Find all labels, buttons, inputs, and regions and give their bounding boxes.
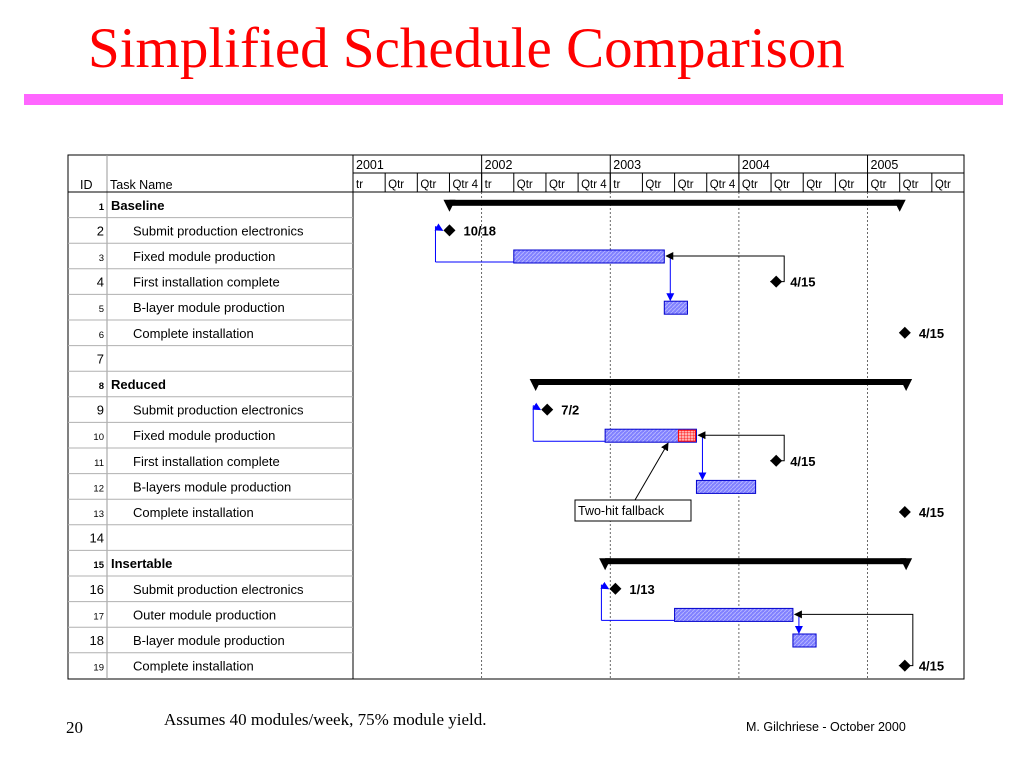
summary-task-name: Insertable [111, 556, 173, 572]
task-id: 16 [89, 581, 104, 597]
quarter-label: Qtr [902, 179, 919, 191]
task-name: Submit production electronics [133, 581, 304, 597]
task-id: 14 [89, 530, 104, 546]
quarter-label: Qtr 4 [452, 179, 479, 191]
fallback-segment [678, 430, 695, 441]
milestone-label: 7/2 [561, 402, 580, 418]
quarter-label: tr [484, 179, 492, 191]
quarter-label: Qtr [645, 179, 662, 191]
task-id: 3 [98, 253, 104, 264]
task-id: 17 [93, 611, 104, 623]
task-bar [514, 250, 664, 263]
quarter-label: Qtr 4 [709, 179, 736, 191]
footnote: Assumes 40 modules/week, 75% module yield. [164, 710, 487, 729]
slide-title: Simplified Schedule Comparison [88, 17, 845, 80]
year-label: 2001 [356, 158, 384, 172]
milestone-label: 4/15 [918, 658, 945, 674]
task-name: Fixed module production [133, 249, 276, 264]
task-id: 19 [93, 662, 104, 674]
task-id: 7 [96, 351, 104, 367]
callout-text: Two-hit fallback [578, 504, 665, 518]
task-id: 15 [93, 560, 104, 572]
task-bar [696, 480, 755, 493]
task-id: 13 [93, 509, 104, 520]
summary-bar [536, 379, 906, 385]
name-column-header: Task Name [110, 178, 173, 192]
author-line: M. Gilchriese - October 2000 [746, 720, 906, 734]
task-name: Submit production electronics [133, 223, 304, 239]
quarter-label: tr [356, 179, 364, 191]
task-id: 5 [98, 304, 104, 316]
quarter-label: Qtr [774, 179, 791, 191]
id-column-header: ID [80, 178, 93, 192]
quarter-label: Qtr [870, 179, 887, 191]
quarter-label: Qtr [806, 179, 823, 191]
task-name: Outer module production [133, 607, 277, 623]
task-name: Complete installation [133, 325, 254, 341]
task-id: 10 [93, 432, 104, 444]
task-id: 11 [94, 457, 104, 469]
task-name: B-layers module production [133, 479, 292, 495]
quarter-label: Qtr [741, 179, 758, 191]
summary-bar [449, 200, 899, 206]
task-name: B-layer module production [133, 633, 285, 648]
quarter-label: Qtr [677, 179, 694, 191]
quarter-label: Qtr 4 [581, 179, 607, 191]
year-label: 2004 [741, 158, 770, 172]
milestone-label: 1/13 [629, 581, 655, 597]
task-id: 4 [96, 274, 104, 290]
summary-bar [605, 558, 906, 564]
task-id: 1 [98, 201, 104, 213]
task-id: 6 [98, 329, 104, 341]
page-number: 20 [66, 718, 83, 737]
milestone-label: 4/15 [918, 505, 945, 520]
task-name: First installation complete [133, 274, 280, 290]
quarter-label: Qtr [548, 179, 565, 191]
task-id: 12 [93, 483, 104, 495]
task-id: 2 [96, 223, 104, 239]
milestone-label: 4/15 [790, 274, 816, 290]
quarter-label: Qtr [838, 179, 855, 191]
task-name: Fixed module production [133, 428, 276, 444]
year-label: 2002 [484, 158, 513, 172]
quarter-label: tr [613, 179, 621, 191]
quarter-label: Qtr [516, 179, 533, 191]
task-name: B-layer module production [133, 300, 285, 316]
milestone-label: 4/15 [790, 453, 816, 469]
milestone-label: 10/18 [463, 223, 497, 239]
task-name: Complete installation [133, 658, 254, 674]
year-label: 2005 [870, 158, 899, 172]
task-bar [675, 608, 793, 621]
task-bar [793, 634, 816, 647]
quarter-label: Qtr [934, 179, 951, 191]
year-label: 2003 [613, 158, 642, 172]
quarter-label: Qtr [420, 179, 437, 191]
task-bar [664, 301, 687, 314]
task-name: Complete installation [133, 505, 254, 520]
task-name: Submit production electronics [133, 402, 304, 418]
task-id: 18 [89, 633, 104, 648]
quarter-label: Qtr [388, 179, 405, 191]
task-id: 8 [98, 381, 104, 392]
milestone-label: 4/15 [918, 325, 945, 341]
summary-task-name: Baseline [111, 197, 165, 213]
summary-task-name: Reduced [111, 377, 166, 392]
task-name: First installation complete [133, 453, 280, 469]
task-id: 9 [96, 402, 104, 418]
